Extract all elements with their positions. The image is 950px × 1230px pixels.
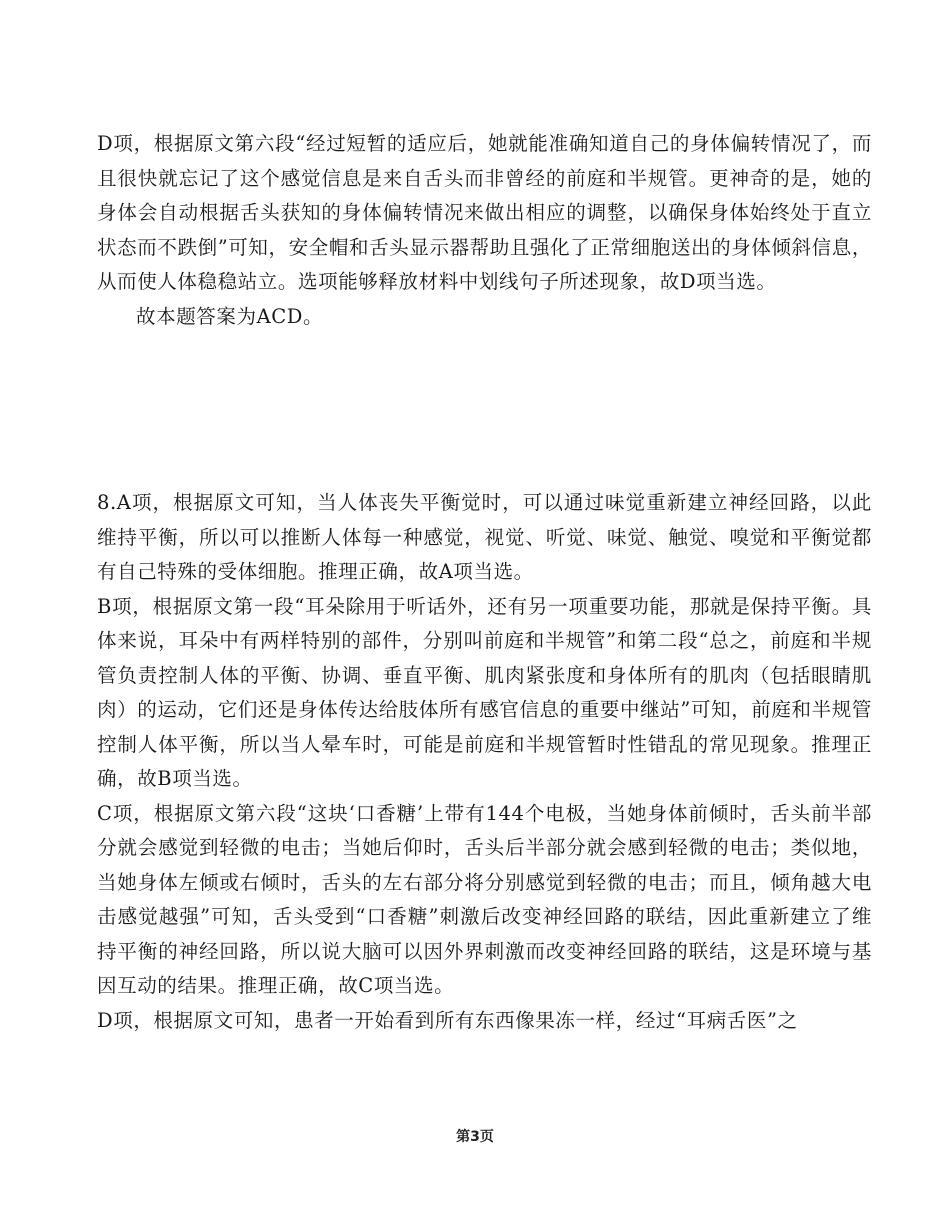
answer-summary: 故本题答案为ACD。 <box>136 304 324 328</box>
q8-option-c-analysis: C项，根据原文第六段“这块‘口香糖’上带有144个电极，当她身体前倾时，舌头前半部分就会感觉到轻微的电击；当她后仰时，舌头后半部分就会感到轻微的电击；类似地，当她身体左倾或右倾时，舌头的左右部分将分别感觉到轻微的电击；而且，倾角越大电击感觉越强”可知，舌头受到“口香糖”刺激后改变神经回路的联结，因此重新建立了维持平衡的神经回路，所以说大脑可以因外界刺激而改变神经回路的联结，这是环境与基因互动的结果。推理正确，故C项当选。 <box>97 801 872 997</box>
q8-option-a-analysis: 8.A项，根据原文可知，当人体丧失平衡觉时，可以通过味觉重新建立神经回路，以此维持平衡，所以可以推断人体每一种感觉，视觉、听觉、味觉、触觉、嗅觉和平衡觉都有自己特殊的受体细胞。推理正确，故A项当选。 <box>97 491 872 583</box>
question-8-section <box>97 486 872 1038</box>
option-d-analysis: D项，根据原文第六段“经过短暂的适应后，她就能准确知道自己的身体偏转情况了，而且很快就忘记了这个感觉信息是来自舌头而非曾经的前庭和半规管。更神奇的是，她的身体会自动根据舌头获知的身体偏转情况来做出相应的调整，以确保身体始终处于直立状态而不跌倒”可知，安全帽和舌头显示器帮助且强化了正常细胞送出的身体倾斜信息，从而使人体稳稳站立。选项能够释放材料中划线句子所述现象，故D项当选。 <box>97 132 872 293</box>
q8-option-d-analysis: D项，根据原文可知，患者一开始看到所有东西像果冻一样，经过“耳病舌医”之 <box>97 1008 798 1032</box>
page-number: 第3页 <box>456 1129 494 1145</box>
top-section <box>97 127 872 334</box>
q8-option-b-analysis: B项，根据原文第一段“耳朵除用于听话外，还有另一项重要功能，那就是保持平衡。具体来说，耳朵中有两样特别的部件，分别叫前庭和半规管”和第二段“总之，前庭和半规管负责控制人体的平衡、协调、垂直平衡、肌肉紧张度和身体所有的肌肉（包括眼睛肌肉）的运动，它们还是身体传达给肢体所有感官信息的重要中继站”可知，前庭和半规管控制人体平衡，所以当人晕车时，可能是前庭和半规管暂时性错乱的常见现象。推理正确，故B项当选。 <box>97 594 872 790</box>
